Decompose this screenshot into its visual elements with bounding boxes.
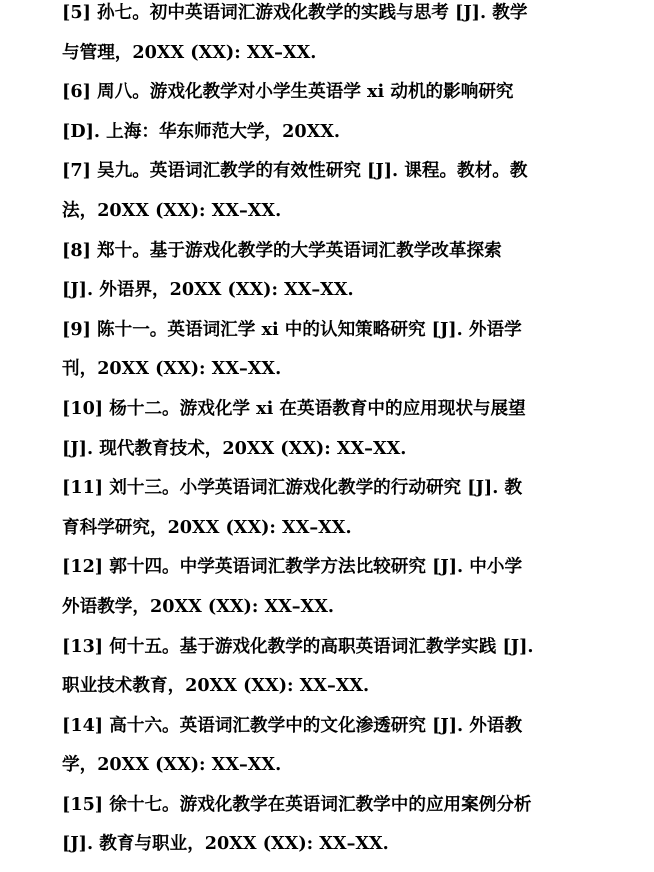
- reference-item-6: [62, 77, 602, 156]
- reference-line: [10] 杨十二。游戏化学 xi 在英语教育中的应用现状与展望: [62, 397, 526, 419]
- reference-item-11: [62, 473, 602, 552]
- reference-line: 与管理，20XX (XX): XX–XX.: [62, 41, 317, 63]
- document-page: [62, 0, 602, 869]
- reference-item-14: [62, 711, 602, 790]
- reference-line: [J]. 教育与职业，20XX (XX): XX–XX.: [62, 833, 389, 855]
- reference-line: [9] 陈十一。英语词汇学 xi 中的认知策略研究 [J]. 外语学: [62, 318, 522, 340]
- reference-item-15: [62, 790, 602, 869]
- reference-item-10: [62, 394, 602, 473]
- reference-line: [J]. 外语界，20XX (XX): XX–XX.: [62, 279, 354, 301]
- reference-line: [5] 孙七。初中英语词汇游戏化教学的实践与思考 [J]. 教学: [62, 2, 528, 23]
- reference-item-13: [62, 632, 602, 711]
- reference-item-12: [62, 552, 602, 631]
- reference-line: [14] 高十六。英语词汇教学中的文化渗透研究 [J]. 外语教: [62, 714, 523, 736]
- reference-line: 职业技术教育，20XX (XX): XX–XX.: [62, 675, 370, 697]
- reference-line: 刊，20XX (XX): XX–XX.: [62, 358, 282, 380]
- reference-line: 学，20XX (XX): XX–XX.: [62, 754, 282, 776]
- reference-line: 法，20XX (XX): XX–XX.: [62, 199, 282, 221]
- reference-line: [J]. 现代教育技术，20XX (XX): XX–XX.: [62, 437, 407, 459]
- reference-line: [8] 郑十。基于游戏化教学的大学英语词汇教学改革探索: [62, 239, 502, 261]
- reference-line: [12] 郭十四。中学英语词汇教学方法比较研究 [J]. 中小学: [62, 556, 523, 578]
- reference-line: [11] 刘十三。小学英语词汇游戏化教学的行动研究 [J]. 教: [62, 477, 523, 499]
- reference-line: 外语教学，20XX (XX): XX–XX.: [62, 595, 334, 617]
- reference-list: [62, 0, 602, 869]
- reference-line: [15] 徐十七。游戏化教学在英语词汇教学中的应用案例分析: [62, 793, 532, 815]
- reference-item-9: [62, 315, 602, 394]
- reference-item-8: [62, 236, 602, 315]
- reference-line: [7] 吴九。英语词汇教学的有效性研究 [J]. 课程。教材。教: [62, 160, 528, 182]
- reference-line: [6] 周八。游戏化教学对小学生英语学 xi 动机的影响研究: [62, 81, 514, 103]
- reference-item-7: [62, 156, 602, 235]
- reference-line: 育科学研究，20XX (XX): XX–XX.: [62, 516, 352, 538]
- reference-line: [D]. 上海：华东师范大学，20XX.: [62, 120, 341, 142]
- reference-item-5: [62, 0, 602, 77]
- reference-line: [13] 何十五。基于游戏化教学的高职英语词汇教学实践 [J].: [62, 635, 534, 657]
